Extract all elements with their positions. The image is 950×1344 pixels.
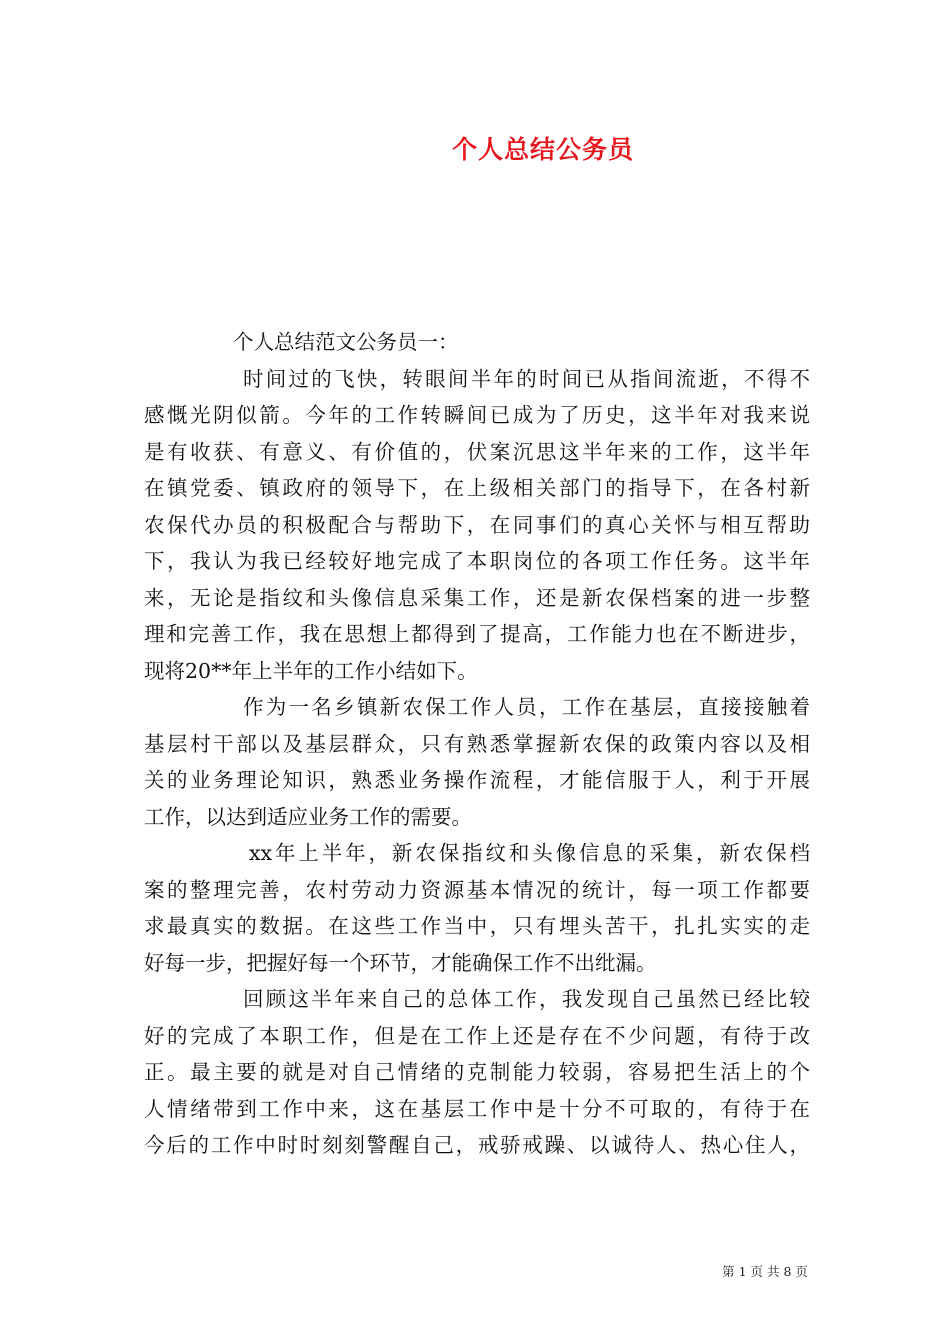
paragraph-line: 人情绪带到工作中来，这在基层工作中是十分不可取的，有待于在 (144, 1096, 810, 1121)
paragraph-line: 现将20**年上半年的工作小结如下。 (144, 658, 478, 683)
paragraph-line: 工作，以达到适应业务工作的需要。 (144, 804, 472, 829)
paragraph-3 (144, 835, 810, 981)
paragraph-line: 关的业务理论知识，熟悉业务操作流程，才能信服于人，利于开展 (144, 768, 810, 792)
paragraph-line: 今后的工作中时时刻刻警醒自己，戒骄戒躁、以诚待人、热心住人， (144, 1133, 810, 1157)
paragraph-line: 感慨光阴似箭。今年的工作转瞬间已成为了历史，这半年对我来说 (144, 403, 810, 427)
paragraph-4 (144, 981, 810, 1164)
paragraph-line: 正。最主要的就是对自己情绪的克制能力较弱，容易把生活上的个 (144, 1060, 810, 1084)
paragraph-line: 在镇党委、镇政府的领导下，在上级相关部门的指导下，在各村新 (144, 476, 810, 500)
paragraph-line: 回顾这半年来自己的总体工作，我发现自己虽然已经比较 (243, 987, 810, 1011)
paragraph-line: 求最真实的数据。在这些工作当中，只有埋头苦干，扎扎实实的走 (144, 914, 810, 938)
paragraph-line: 来，无论是指纹和头像信息采集工作，还是新农保档案的进一步整 (144, 585, 810, 610)
paragraph-line: 农保代办员的积极配合与帮助下，在同事们的真心关怀与相互帮助 (144, 512, 810, 537)
paragraph-line: 基层村干部以及基层群众，只有熟悉掌握新农保的政策内容以及相 (144, 731, 810, 756)
paragraph-line: 时间过的飞快，转眼间半年的时间已从指间流逝，不得不 (243, 366, 810, 391)
paragraph-line: 是有收获、有意义、有价值的，伏案沉思这半年来的工作，这半年 (144, 439, 810, 464)
paragraph-line: 下，我认为我已经较好地完成了本职岗位的各项工作任务。这半年 (144, 549, 810, 573)
paragraph-2 (144, 689, 810, 835)
page-number: 第 1 页 共 8 页 (722, 1264, 808, 1279)
paragraph-line: 案的整理完善，农村劳动力资源基本情况的统计，每一项工作都要 (144, 877, 810, 902)
paragraph-line: 好每一步，把握好每一个环节，才能确保工作不出纰漏。 (144, 950, 657, 975)
paragraph-1 (144, 361, 810, 690)
section-heading: 个人总结范文公务员一： (233, 330, 459, 354)
paragraph-line: xx年上半年，新农保指纹和头像信息的采集，新农保档 (249, 841, 810, 865)
document-body (144, 324, 810, 1164)
paragraph-line: 好的完成了本职工作，但是在工作上还是存在不少问题，有待于改 (144, 1023, 810, 1048)
paragraph-line: 作为一名乡镇新农保工作人员，工作在基层，直接接触着 (243, 695, 810, 719)
paragraph-line: 理和完善工作，我在思想上都得到了提高，工作能力也在不断进步， (144, 622, 810, 646)
document-title: 个人总结公务员 (451, 135, 634, 164)
